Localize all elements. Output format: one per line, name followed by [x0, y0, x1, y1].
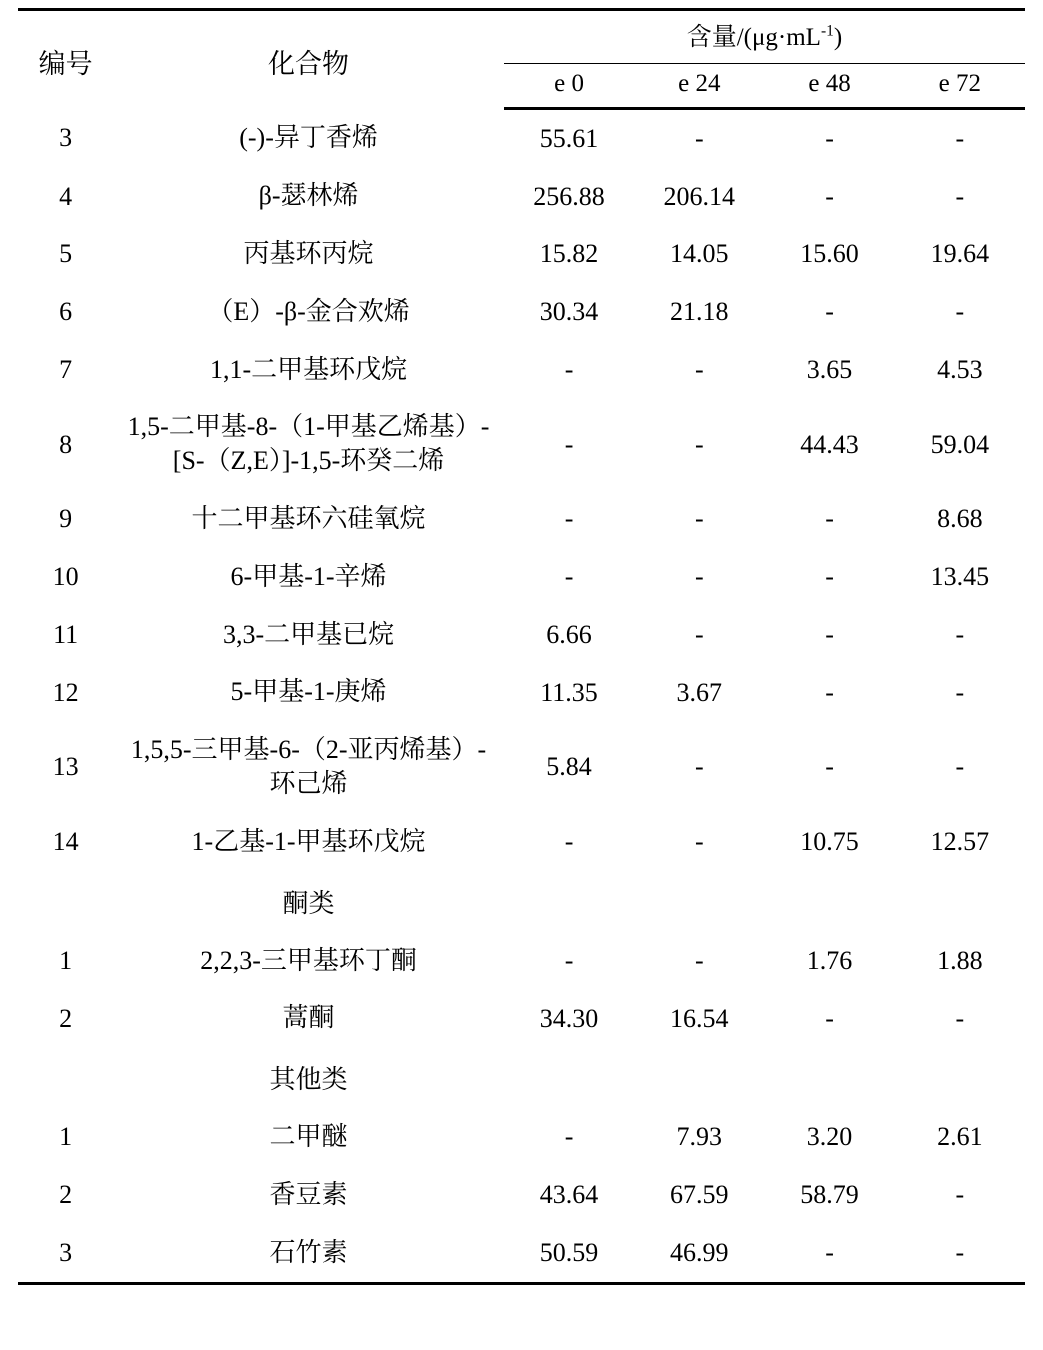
header-compound: 化合物: [113, 10, 504, 109]
value-cell: -: [694, 827, 704, 857]
bottom-rule: [18, 1283, 1025, 1285]
header-content-group-sup: -1: [820, 22, 834, 40]
compound-name: 香豆素: [269, 1180, 348, 1210]
value-cell: -: [694, 124, 704, 153]
table-row: [18, 813, 1025, 871]
value-cell: 50.59: [539, 1238, 599, 1268]
table-row: [18, 1108, 1025, 1166]
table-row: [18, 606, 1025, 664]
row-number: 5: [59, 239, 73, 269]
compound-name: （E）-β-金合欢烯: [207, 296, 410, 326]
value-cell: 14.05: [670, 239, 729, 269]
section-value-cell: [895, 871, 1025, 932]
value-cell: 43.64: [539, 1180, 599, 1210]
value-cell: 55.61: [539, 124, 599, 153]
row-number: 1: [59, 945, 73, 975]
table-row: [18, 398, 1025, 490]
row-number: 3: [59, 123, 73, 153]
row-number: 2: [59, 1180, 73, 1210]
value-cell: -: [564, 562, 574, 592]
section-value-cell: [504, 871, 634, 932]
table-row: [18, 109, 1025, 168]
table-row: [18, 663, 1025, 721]
table-row: [18, 225, 1025, 283]
value-cell: 206.14: [663, 181, 736, 211]
value-cell: -: [694, 562, 704, 592]
value-cell: 30.34: [539, 297, 599, 327]
compound-name: 石竹素: [269, 1237, 348, 1267]
value-cell: -: [955, 1003, 965, 1033]
section-value-cell: [895, 1047, 1025, 1108]
value-cell: 7.93: [676, 1122, 723, 1152]
value-cell: 8.68: [937, 504, 983, 534]
compound-name: 1-乙基-1-甲基环戊烷: [191, 826, 426, 856]
value-cell: 34.30: [539, 1003, 599, 1033]
compound-name: 1,5-二甲基-8-（1-甲基乙烯基）- [S-（Z,E）]-1,5-环癸二烯: [127, 412, 490, 476]
value-cell: -: [564, 1122, 574, 1152]
value-cell: 4.53: [937, 354, 983, 384]
row-number: 3: [59, 1238, 73, 1268]
value-cell: -: [825, 752, 834, 782]
table-row: [18, 548, 1025, 606]
value-cell: -: [955, 1180, 965, 1210]
header-content-group-suffix: ): [833, 24, 843, 51]
compound-name: β-瑟林烯: [258, 181, 359, 211]
compound-name: 丙基环丙烷: [243, 239, 374, 269]
compound-name: 6-甲基-1-辛烯: [230, 561, 387, 591]
value-cell: 13.45: [930, 562, 990, 592]
value-cell: 46.99: [670, 1238, 729, 1268]
header-num: 编号: [18, 10, 113, 109]
bottom-rule-cell: [18, 1283, 1025, 1285]
value-cell: 19.64: [930, 239, 990, 269]
compound-name: 蒿酮: [282, 1003, 335, 1033]
value-cell: 3.65: [806, 354, 853, 384]
section-value-cell: [764, 1047, 894, 1108]
value-cell: 15.60: [800, 239, 859, 269]
value-cell: 256.88: [533, 181, 605, 211]
value-cell: -: [694, 504, 704, 534]
value-cell: -: [825, 1238, 834, 1268]
value-cell: 1.88: [937, 945, 983, 975]
header-col-e0: e 0: [504, 64, 634, 109]
value-cell: -: [825, 181, 834, 211]
value-cell: -: [694, 429, 704, 459]
table-row: [18, 989, 1025, 1047]
value-cell: 5.84: [546, 752, 592, 782]
compound-content-table: [18, 8, 1025, 1285]
value-cell: 2.61: [937, 1122, 983, 1152]
value-cell: -: [564, 354, 574, 384]
compound-name: 二甲醚: [269, 1122, 348, 1152]
table-row: [18, 1166, 1025, 1224]
table-row: [18, 490, 1025, 548]
section-label: 其他类: [269, 1065, 348, 1095]
value-cell: -: [694, 945, 704, 975]
value-cell: 1.76: [806, 945, 853, 975]
row-number: 8: [59, 429, 73, 459]
row-number: 6: [59, 297, 73, 327]
value-cell: -: [825, 297, 834, 327]
value-cell: -: [694, 752, 704, 782]
section-num-cell: [18, 871, 113, 932]
value-cell: -: [825, 124, 834, 153]
compound-name: (-)-异丁香烯: [239, 122, 378, 152]
value-cell: -: [825, 1003, 834, 1033]
value-cell: 44.43: [800, 429, 859, 459]
row-number: 14: [52, 827, 79, 857]
section-value-cell: [634, 871, 764, 932]
value-cell: 11.35: [540, 677, 598, 707]
row-number: 1: [59, 1122, 73, 1152]
table-row: [18, 341, 1025, 399]
row-number: 2: [59, 1003, 73, 1033]
row-number: 9: [59, 504, 73, 534]
compound-name: 1,5,5-三甲基-6-（2-亚丙烯基）- 环己烯: [130, 735, 487, 799]
value-cell: -: [825, 562, 834, 592]
table-section-row: [18, 1047, 1025, 1108]
table-head: [18, 10, 1025, 109]
value-cell: -: [564, 945, 574, 975]
value-cell: -: [694, 354, 704, 384]
row-number: 7: [59, 354, 73, 384]
value-cell: 67.59: [670, 1180, 729, 1210]
value-cell: -: [825, 677, 834, 707]
value-cell: -: [955, 297, 965, 327]
row-number: 10: [52, 562, 79, 592]
header-col-e72: e 72: [895, 64, 1025, 109]
value-cell: 16.54: [670, 1003, 729, 1033]
header-row-group: [18, 10, 1025, 64]
table-section-row: [18, 871, 1025, 932]
row-number: 11: [53, 619, 79, 649]
value-cell: 10.75: [800, 827, 859, 857]
table-foot: [18, 1283, 1025, 1285]
compound-name: 2,2,3-三甲基环丁酮: [200, 945, 417, 975]
section-num-cell: [18, 1047, 113, 1108]
header-col-e48: e 48: [764, 64, 894, 109]
row-number: 12: [52, 677, 79, 707]
value-cell: -: [955, 124, 965, 153]
header-content-group: [504, 10, 1025, 64]
value-cell: -: [564, 429, 574, 459]
value-cell: 59.04: [930, 429, 990, 459]
value-cell: 3.20: [806, 1122, 853, 1152]
value-cell: -: [955, 677, 965, 707]
header-content-group-prefix: 含量/(μg·mL: [686, 24, 821, 51]
value-cell: -: [955, 1238, 965, 1268]
section-value-cell: [504, 1047, 634, 1108]
value-cell: 3.67: [676, 677, 723, 707]
value-cell: -: [955, 619, 965, 649]
value-cell: 21.18: [670, 297, 729, 327]
table-row: [18, 932, 1025, 990]
section-value-cell: [764, 871, 894, 932]
table-row: [18, 167, 1025, 225]
compound-name: 十二甲基环六硅氧烷: [191, 504, 426, 534]
section-label: 酮类: [282, 888, 335, 918]
table-row: [18, 1224, 1025, 1283]
section-value-cell: [634, 1047, 764, 1108]
value-cell: 12.57: [930, 827, 990, 857]
value-cell: 6.66: [546, 619, 592, 649]
value-cell: -: [694, 619, 704, 649]
table-body: [18, 109, 1025, 1284]
value-cell: -: [825, 619, 834, 649]
compound-name: 1,1-二甲基环戊烷: [209, 354, 408, 384]
row-number: 4: [59, 181, 73, 211]
value-cell: -: [955, 181, 965, 211]
value-cell: -: [564, 504, 574, 534]
value-cell: -: [825, 504, 834, 534]
value-cell: 58.79: [800, 1180, 859, 1210]
table-row: [18, 283, 1025, 341]
row-number: 13: [52, 752, 79, 782]
value-cell: 15.82: [539, 239, 599, 269]
compound-name: 5-甲基-1-庚烯: [230, 677, 387, 707]
header-col-e24: e 24: [634, 64, 764, 109]
compound-name: 3,3-二甲基已烷: [222, 619, 395, 649]
table-row: [18, 721, 1025, 813]
value-cell: -: [564, 827, 574, 857]
value-cell: -: [955, 752, 965, 782]
